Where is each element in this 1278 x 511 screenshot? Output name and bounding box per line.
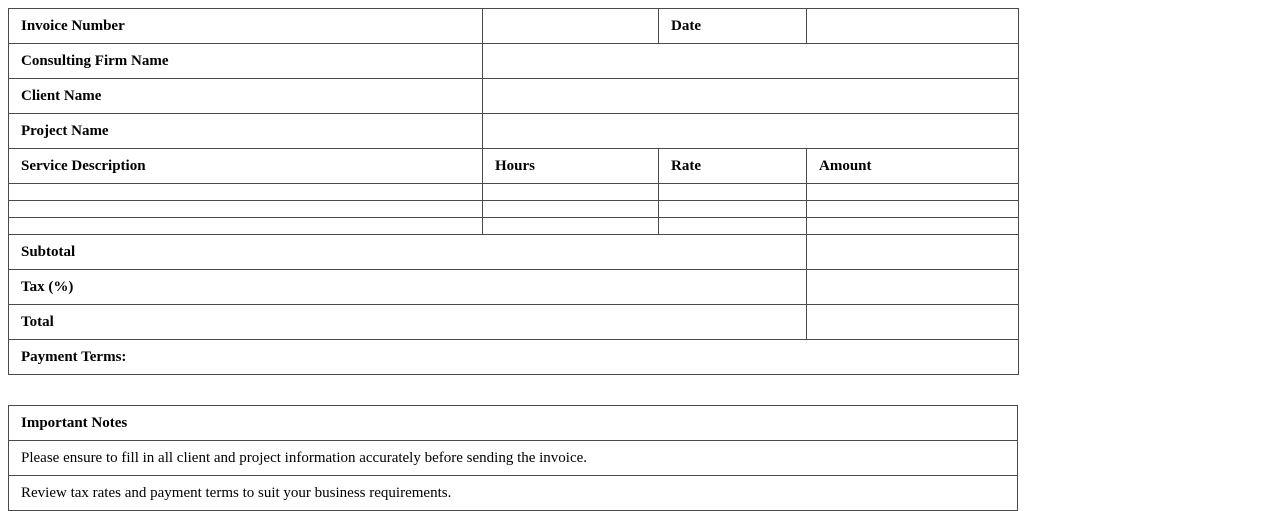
list-item bbox=[9, 441, 1018, 476]
tax-field[interactable] bbox=[807, 270, 1019, 305]
table-row bbox=[9, 184, 1019, 201]
column-header-service-description: Service Description bbox=[9, 149, 483, 184]
date-label: Date bbox=[659, 9, 807, 44]
project-name-field[interactable] bbox=[483, 114, 1019, 149]
subtotal-field[interactable] bbox=[807, 235, 1019, 270]
invoice-number-label: Invoice Number bbox=[9, 9, 483, 44]
hours-cell[interactable] bbox=[483, 218, 659, 235]
notes-heading-row bbox=[9, 406, 1018, 441]
date-field[interactable] bbox=[807, 9, 1019, 44]
client-name-label: Client Name bbox=[9, 79, 483, 114]
firm-name-label: Consulting Firm Name bbox=[9, 44, 483, 79]
hours-cell[interactable] bbox=[483, 201, 659, 218]
amount-cell[interactable] bbox=[807, 201, 1019, 218]
amount-cell[interactable] bbox=[807, 184, 1019, 201]
column-header-rate: Rate bbox=[659, 149, 807, 184]
services-header-row bbox=[9, 149, 1019, 184]
rate-cell[interactable] bbox=[659, 201, 807, 218]
project-name-label: Project Name bbox=[9, 114, 483, 149]
invoice-number-row bbox=[9, 9, 1019, 44]
amount-cell[interactable] bbox=[807, 218, 1019, 235]
firm-row bbox=[9, 44, 1019, 79]
tax-row bbox=[9, 270, 1019, 305]
column-header-hours: Hours bbox=[483, 149, 659, 184]
notes-heading: Important Notes bbox=[9, 406, 1018, 441]
service-description-cell[interactable] bbox=[9, 218, 483, 235]
invoice-table bbox=[8, 8, 1019, 375]
table-row bbox=[9, 201, 1019, 218]
rate-cell[interactable] bbox=[659, 218, 807, 235]
service-description-cell[interactable] bbox=[9, 201, 483, 218]
invoice-number-field[interactable] bbox=[483, 9, 659, 44]
rate-cell[interactable] bbox=[659, 184, 807, 201]
column-header-amount: Amount bbox=[807, 149, 1019, 184]
total-field[interactable] bbox=[807, 305, 1019, 340]
note-item: Please ensure to fill in all client and project information accurately before sending the invoice. bbox=[9, 441, 1018, 476]
payment-terms-row bbox=[9, 340, 1019, 375]
list-item bbox=[9, 476, 1018, 511]
tax-label: Tax (%) bbox=[9, 270, 807, 305]
table-row bbox=[9, 218, 1019, 235]
subtotal-row bbox=[9, 235, 1019, 270]
notes-table bbox=[8, 405, 1018, 511]
total-row bbox=[9, 305, 1019, 340]
note-item: Review tax rates and payment terms to suit your business requirements. bbox=[9, 476, 1018, 511]
client-name-field[interactable] bbox=[483, 79, 1019, 114]
firm-name-field[interactable] bbox=[483, 44, 1019, 79]
hours-cell[interactable] bbox=[483, 184, 659, 201]
project-row bbox=[9, 114, 1019, 149]
payment-terms-label[interactable]: Payment Terms: bbox=[9, 340, 1019, 375]
subtotal-label: Subtotal bbox=[9, 235, 807, 270]
service-description-cell[interactable] bbox=[9, 184, 483, 201]
total-label: Total bbox=[9, 305, 807, 340]
client-row bbox=[9, 79, 1019, 114]
